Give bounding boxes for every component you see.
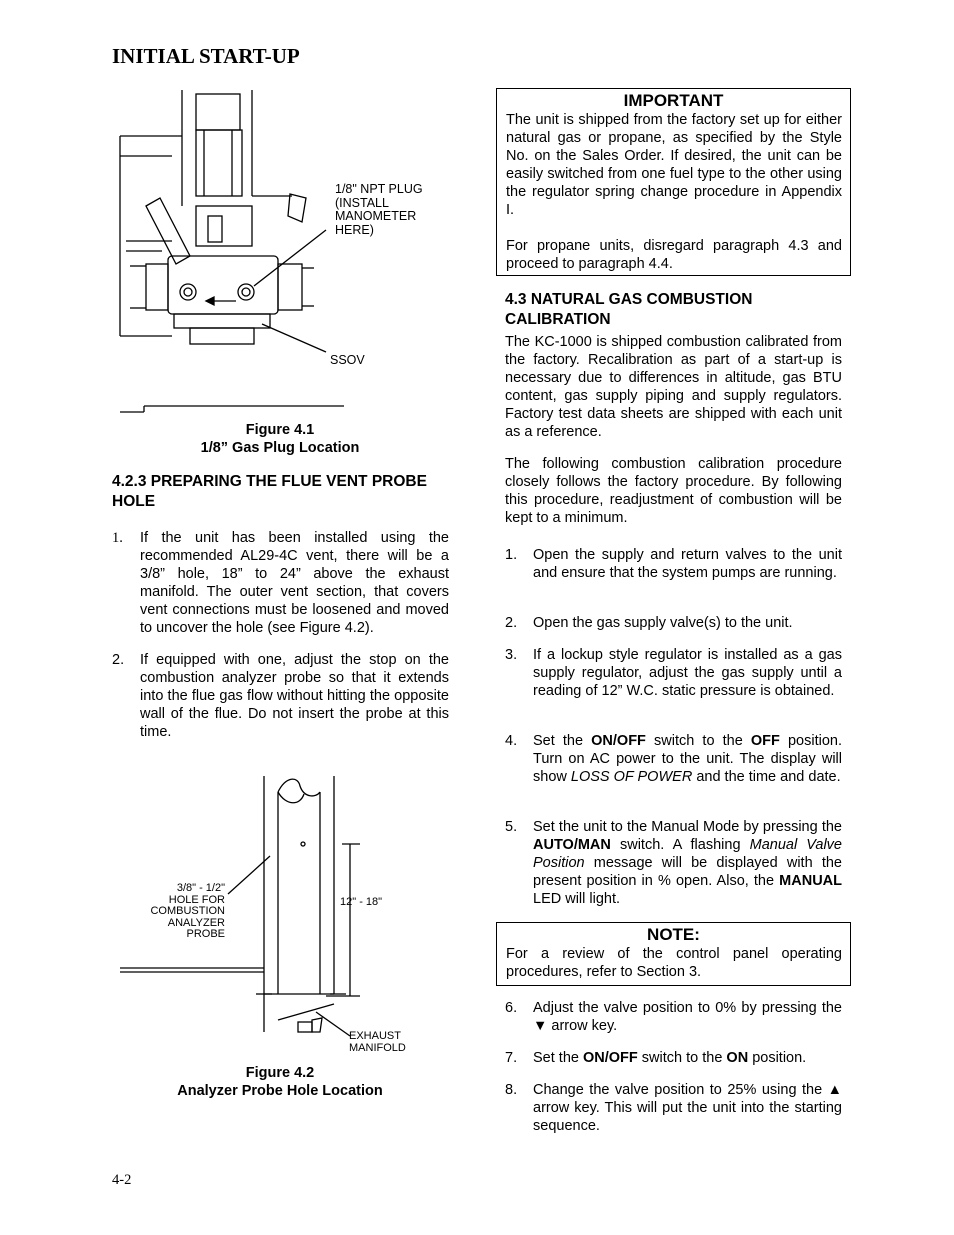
page-number: 4-2: [112, 1172, 132, 1188]
manual-led-name: MANUAL: [779, 873, 842, 889]
list-item: [505, 818, 842, 910]
probe-hole-label: 3/8" - 1/2" HOLE FOR COMBUSTION ANALYZER PROBE: [150, 882, 225, 940]
text-run: Set the unit to the Manual Mode by pressing the: [533, 819, 842, 835]
display-message: Manual Valve Position: [533, 837, 842, 871]
list-item-text: [533, 1049, 842, 1067]
list-item: [112, 529, 449, 639]
list-item-text: Adjust the valve position to 0% by pressing the ▼ arrow key.: [533, 1000, 842, 1034]
list-item-number: 2.: [112, 652, 125, 668]
on-off-switch-name: ON/OFF: [591, 733, 646, 749]
note-text: For a review of the control panel operating procedures, refer to Section 3.: [506, 946, 842, 980]
list-item-number: 3.: [505, 647, 518, 663]
page-title: INITIAL START-UP: [112, 44, 300, 68]
section-4-2-3-title: 4.2.3 PREPARING THE FLUE VENT PROBE HOLE: [112, 473, 427, 510]
important-title: IMPORTANT: [623, 91, 724, 110]
list-item: [505, 1049, 842, 1069]
list-item-number: 1.: [505, 547, 518, 563]
display-message: LOSS OF POWER: [570, 769, 693, 785]
list-item-text: Open the gas supply valve(s) to the unit.: [533, 615, 793, 631]
figure-4-1-number: Figure 4.1: [245, 422, 315, 438]
text-run: and the time and date.: [692, 769, 841, 785]
text-run: switch to the: [645, 733, 751, 749]
off-position-name: OFF: [750, 733, 780, 749]
list-item-number: 7.: [505, 1050, 518, 1066]
text-run: Set the: [533, 1050, 583, 1066]
figure-4-1-caption: [112, 421, 448, 457]
list-item: [505, 732, 842, 806]
list-item-text: If a lockup style regulator is installed as a gas supply regulator, adjust the gas supply until a reading of 12” W.C. static pressure is obtained.: [533, 647, 842, 699]
list-item-text: Change the valve position to 25% using the ▲ arrow key. This will put the unit into the starting sequence.: [533, 1082, 842, 1134]
list-item-number: 1.: [112, 530, 123, 546]
text-run: position.: [748, 1050, 807, 1066]
list-item-number: 5.: [505, 819, 518, 835]
text-run: switch. A flashing: [610, 837, 750, 853]
auto-man-switch-name: AUTO/MAN: [533, 837, 611, 853]
figure-4-2-title: Analyzer Probe Hole Location: [177, 1083, 383, 1099]
list-item: [505, 546, 842, 602]
gas-valve-drawing: [112, 86, 344, 416]
exhaust-manifold-label: EXHAUST MANIFOLD: [349, 1030, 406, 1054]
list-item-text: Open the supply and return valves to the unit and ensure that the system pumps are running.: [533, 547, 842, 581]
figure-4-1-title: 1/8” Gas Plug Location: [200, 440, 360, 456]
section-4-3-title: 4.3 NATURAL GAS COMBUSTION CALIBRATION: [505, 291, 753, 328]
list-item-text: If the unit has been installed using the recommended AL29-4C vent, there will be a 3/8” hole, 18” to 24” above the exhaust manifold. The outer vent section, that covers vent connections must be loosened and moved to uncover the hole (see Figure 4.2).: [140, 530, 449, 636]
section-4-3-paragraph-1: The KC-1000 is shipped combustion calibrated from the factory. Recalibration as part of a start-up is necessary due to differences in altitude, gas BTU content, gas supply piping and supply regulators. Factory test data sheets are shipped with each unit as a reference.: [505, 334, 842, 440]
text-run: LED will light.: [533, 891, 621, 907]
text-run: Set the: [533, 733, 592, 749]
figure-4-2-number: Figure 4.2: [245, 1065, 315, 1081]
text-run: position. Turn on AC power to the unit. The display will show: [533, 733, 843, 785]
list-item-number: 2.: [505, 615, 518, 631]
text-run: switch to the: [637, 1050, 727, 1066]
list-item: [505, 999, 842, 1037]
npt-plug-label: 1/8" NPT PLUG (INSTALL MANOMETER HERE): [335, 182, 423, 237]
list-item: [505, 1081, 842, 1137]
list-item: [505, 646, 842, 720]
list-item: [112, 651, 449, 743]
list-item-text: [533, 818, 842, 908]
list-item-text: If equipped with one, adjust the stop on the combustion analyzer probe so that it extends into the flue gas flow without hitting the opposite wall of the flue. Do not insert the probe at this time.: [140, 652, 449, 740]
note-box: [496, 922, 851, 986]
on-position-name: ON: [726, 1050, 749, 1066]
text-run: message will be displayed with the present position in % open. Also, the: [533, 855, 842, 889]
important-text-1: The unit is shipped from the factory set up for either natural gas or propane, as specified by the Style No. on the Sales Order. If desired, the unit can be easily switched from one fuel type to the other using the regulator spring change procedure in Appendix I.: [506, 112, 842, 218]
ssov-label: SSOV: [330, 353, 365, 367]
figure-4-2-caption: [112, 1064, 448, 1100]
list-item: [505, 614, 842, 634]
list-item-number: 6.: [505, 1000, 518, 1016]
important-box: [496, 88, 851, 276]
important-text-2: For propane units, disregard paragraph 4.3 and proceed to paragraph 4.4.: [506, 238, 842, 272]
on-off-switch-name: ON/OFF: [582, 1050, 638, 1066]
list-item-number: 4.: [505, 733, 518, 749]
section-4-3-paragraph-2: The following combustion calibration procedure closely follows the factory procedure. By following this procedure, readjustment of combustion will be kept to a minimum.: [505, 456, 842, 526]
note-title: NOTE:: [647, 925, 700, 944]
list-item-number: 8.: [505, 1082, 518, 1098]
list-item-text: [533, 732, 842, 786]
dimension-label: 12" - 18": [340, 896, 383, 908]
